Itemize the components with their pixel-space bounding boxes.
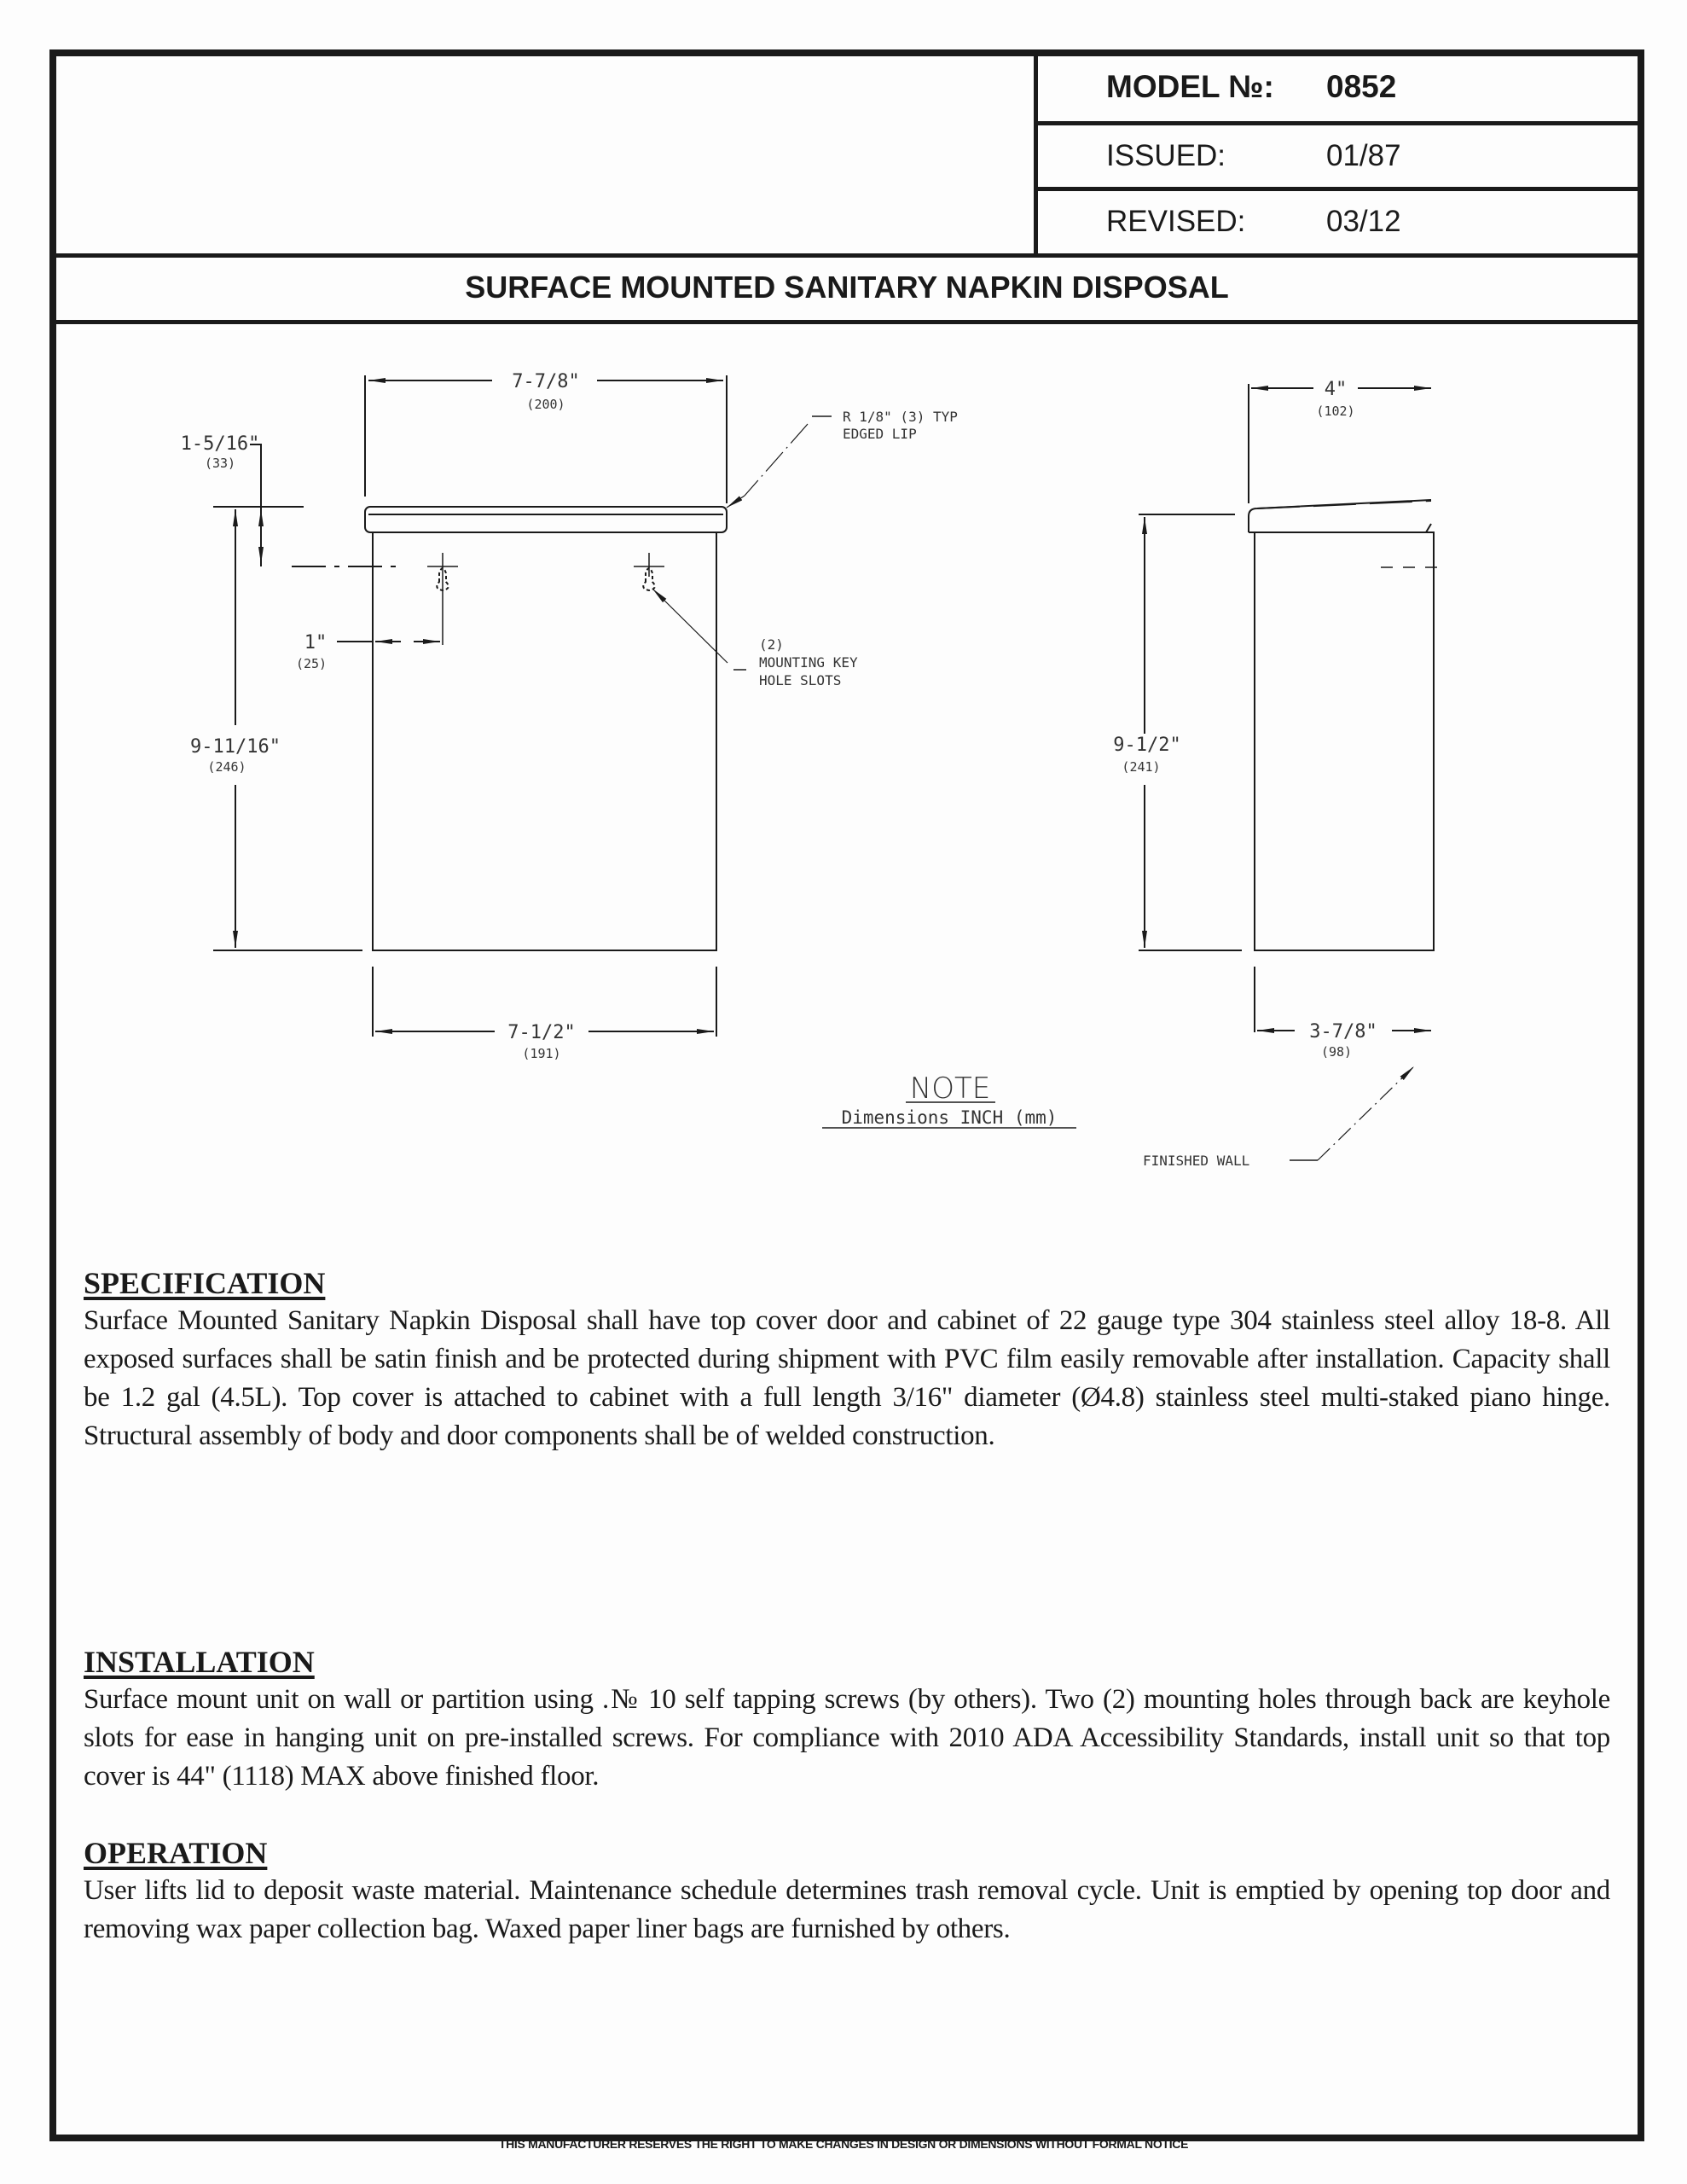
dim-side-top-inch: 4" [1324, 379, 1348, 400]
dim-front-height-mm: (246) [207, 759, 246, 775]
side-view [1139, 384, 1441, 1160]
callout-slots-line2: MOUNTING KEY [759, 654, 858, 671]
callout-lip-line1: R 1/8" (3) TYP [843, 409, 958, 425]
note-text: Dimensions INCH (mm) [841, 1107, 1058, 1128]
specification-body: Surface Mounted Sanitary Napkin Disposal shall have top cover door and cabinet of 22 gauge type 304 stainless steel alloy 18-8. All exposed surfaces shall be satin finish and be protected during shipment with PVC film easily removable after installation. Capacity shall be 1.2 gal (4.5L). Top cover is attached to cabinet with a full length 3/16" diameter (Ø4.8) stainless steel multi-staked piano hinge. Structural assembly of body and door components shall be of welded construction. [84, 1305, 1610, 1451]
dim-body-width-mm: (191) [522, 1046, 561, 1061]
dim-side-body-mm: (98) [1320, 1044, 1353, 1060]
front-lid [365, 507, 727, 532]
callout-slots-line3: HOLE SLOTS [759, 672, 842, 688]
dim-slot-offset-mm: (25) [295, 656, 328, 671]
footer-disclaimer: THIS MANUFACTURER RESERVES THE RIGHT TO MAKE CHANGES IN DESIGN OR DIMENSIONS WITHOUT FORMAL NOTICE [498, 2137, 1189, 2151]
front-view [213, 375, 832, 1037]
keyhole-centerlines [427, 553, 664, 645]
revised-value: 03/12 [1326, 205, 1401, 238]
operation-body: User lifts lid to deposit waste material. Maintenance schedule determines trash removal cycle. Unit is emptied by opening top door and removing wax paper collection bag. Waxed paper liner bags are furnished by others. [84, 1875, 1610, 1944]
dim-top-width-inch: 7-7/8" [512, 371, 580, 392]
issued-value: 01/87 [1326, 139, 1401, 172]
installation-heading: INSTALLATION [84, 1645, 315, 1679]
operation-heading: OPERATION [84, 1836, 268, 1870]
dim-top-width-mm: (200) [526, 397, 565, 412]
document-title: SURFACE MOUNTED SANITARY NAPKIN DISPOSAL [465, 270, 1229, 305]
dim-body-width-inch: 7-1/2" [507, 1022, 576, 1043]
dim-side-height-inch: 9-1/2" [1113, 735, 1181, 756]
dim-side-height-mm: (241) [1122, 759, 1161, 775]
callout-wall: FINISHED WALL [1143, 1153, 1250, 1169]
specification-section [84, 1266, 1610, 1455]
side-body [1255, 532, 1434, 950]
dim-slot-offset-inch: 1" [304, 632, 328, 653]
dim-lip-slot-inch: 1-5/16" [180, 433, 260, 455]
operation-section [84, 1836, 1610, 1949]
installation-section [84, 1645, 1610, 1796]
callout-lip-line2: EDGED LIP [843, 426, 917, 442]
callout-leader-wall [1318, 1066, 1414, 1160]
callout-slots-line1: (2) [759, 636, 784, 653]
issued-label: ISSUED: [1106, 139, 1226, 172]
dim-side-top-mm: (102) [1316, 404, 1355, 419]
front-body [373, 532, 716, 950]
dim-lip-slot-mm: (33) [204, 456, 236, 471]
dim-front-height-inch: 9-11/16" [190, 736, 281, 758]
callout-leader-lip [745, 424, 808, 496]
model-label: MODEL №: [1106, 69, 1274, 104]
model-value: 0852 [1326, 69, 1397, 104]
revised-label: REVISED: [1106, 205, 1246, 238]
dim-side-body-inch: 3-7/8" [1309, 1021, 1377, 1043]
installation-body: Surface mount unit on wall or partition using .№ 10 self tapping screws (by others). Two (2) mounting holes through back are keyhole slots for ease in hanging unit on pre-installed screws. For compliance with 2010 ADA Accessibility Standards, install unit so that top cover is 44" (1118) MAX above finished floor. [84, 1684, 1610, 1792]
note-title: NOTE [909, 1072, 991, 1106]
specification-heading: SPECIFICATION [84, 1266, 326, 1300]
